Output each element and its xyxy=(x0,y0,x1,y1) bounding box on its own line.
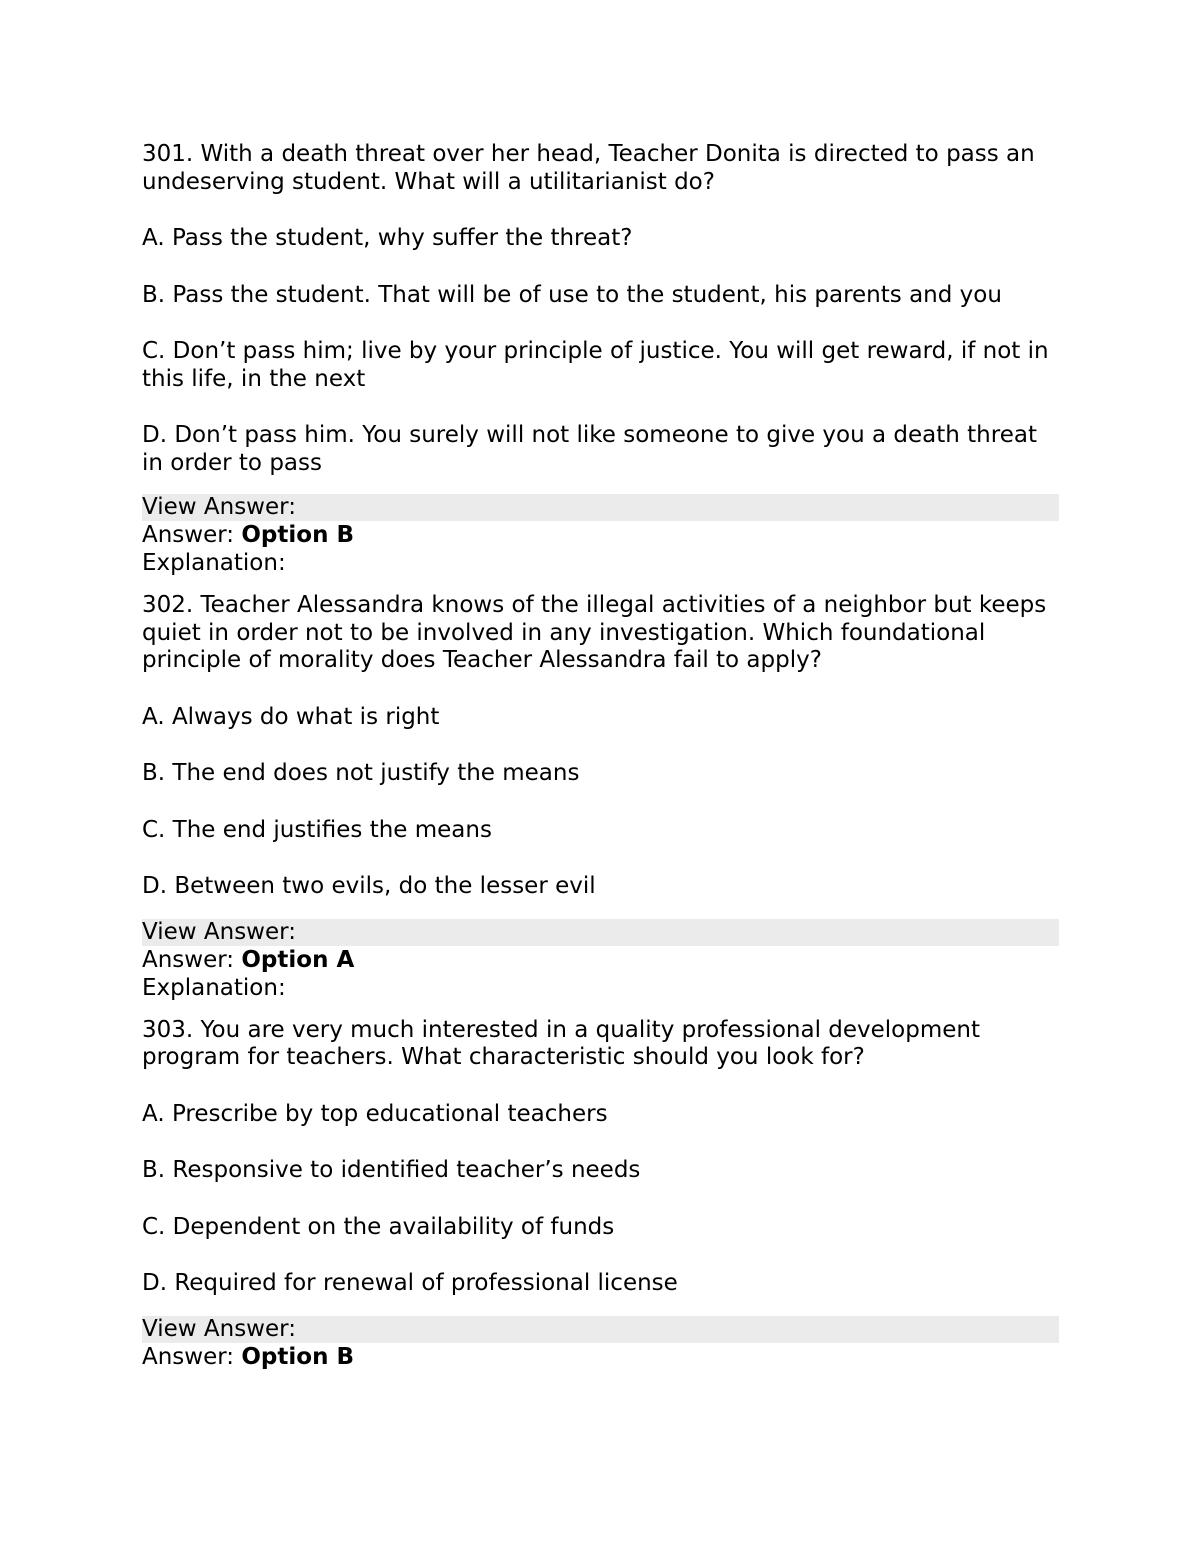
option-b: B. Responsive to identified teacher’s needs xyxy=(142,1157,641,1183)
answer-line xyxy=(142,946,1059,974)
option-d: D. Between two evils, do the lesser evil xyxy=(142,873,596,899)
answer-label: Answer: xyxy=(142,946,235,973)
view-answer-toggle[interactable]: View Answer: xyxy=(142,919,1059,946)
explanation-label: Explanation: xyxy=(142,974,286,1001)
answer-label: Answer: xyxy=(142,522,235,548)
question-text: 301. With a death threat over her head, Teacher Donita is directed to pass an undeserving student. What will a utilitarianist do? xyxy=(142,141,1035,195)
explanation-label: Explanation: xyxy=(142,550,286,576)
option-a: A. Pass the student, why suffer the threat? xyxy=(142,225,633,251)
answer-value: Option B xyxy=(241,522,354,548)
question-text: 302. Teacher Alessandra knows of the illegal activities of a neighbor but keeps quiet in order not to be involved in any investigation. Which foundational principle of morality does Teacher Alessandra fail to apply? xyxy=(142,592,1047,673)
option-c: C. The end justifies the means xyxy=(142,816,492,843)
question-block-303 xyxy=(142,1017,1059,1371)
answer-line xyxy=(142,1343,1059,1371)
option-a: A. Always do what is right xyxy=(142,703,440,730)
view-answer-toggle[interactable]: View Answer: xyxy=(142,494,1059,521)
answer-line xyxy=(142,521,1059,549)
option-c: C. Dependent on the availability of funds xyxy=(142,1213,615,1240)
question-block-301 xyxy=(142,141,1059,577)
option-b: B. The end does not justify the means xyxy=(142,760,580,786)
answer-value: Option B xyxy=(241,1343,354,1370)
option-d: D. Required for renewal of professional license xyxy=(142,1270,678,1296)
answer-value: Option A xyxy=(241,946,355,973)
option-b: B. Pass the student. That will be of use to the student, his parents and you xyxy=(142,281,1002,308)
option-c: C. Don’t pass him; live by your principle of justice. You will get reward, if not in this life, in the next xyxy=(142,338,1049,392)
option-d: D. Don’t pass him. You surely will not like someone to give you a death threat in order to pass xyxy=(142,422,1037,476)
question-text: 303. You are very much interested in a quality professional development program for teachers. What characteristic should you look for? xyxy=(142,1016,981,1070)
view-answer-toggle[interactable]: View Answer: xyxy=(142,1316,1059,1343)
answer-label: Answer: xyxy=(142,1343,235,1370)
question-block-302 xyxy=(142,592,1059,1002)
option-a: A. Prescribe by top educational teachers xyxy=(142,1100,608,1127)
document-page xyxy=(142,141,1059,1371)
